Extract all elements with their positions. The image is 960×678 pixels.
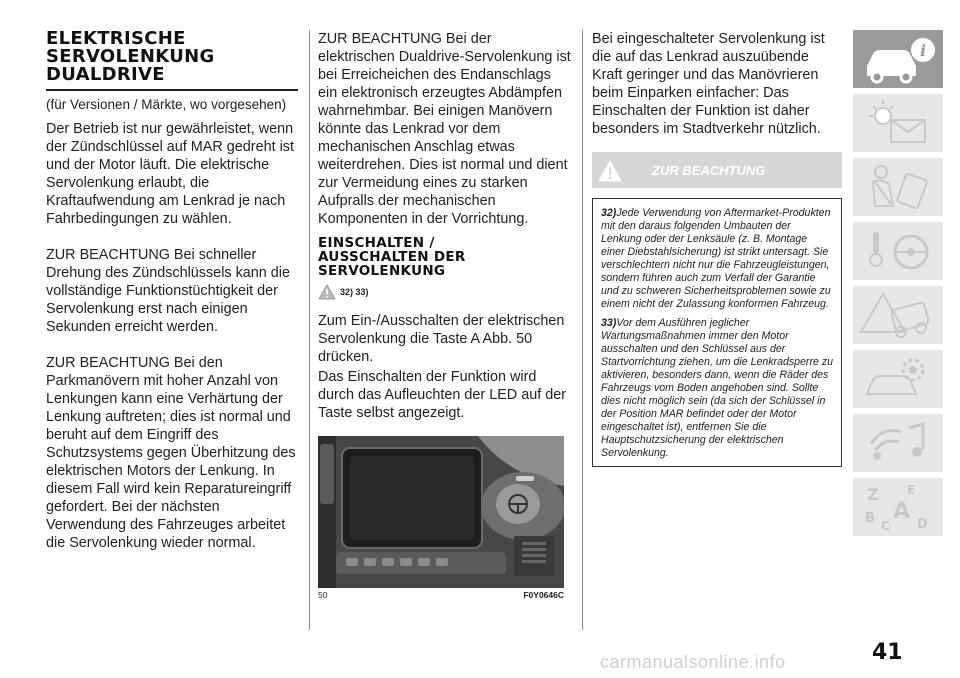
note-item: 33)Vor dem Ausführen jeglicher Wartungsmaßnahmen immer den Motor ausschalten und den Schlüssel aus der Startvorrichtung ziehen, um die Lenkradsperre zu aktivieren, besonders dann, wenn die Räder des Fahrzeugs vom Boden angehoben sind. Sollte dies nicht möglich sein (da sich der Schlüssel in der Position MAR befindet oder der Motor eingeschaltet ist), entfernen Sie die Hauptschutzsicherung der elektrischen Servolenkung. xyxy=(601,317,834,459)
paragraph: Bei eingeschalteter Servolenkung ist die auf das Lenkrad auszuübende Kraft geringer und das Manövrieren beim Einparken einfacher: Das Einschalten der Funktion ist daher besonders im Stadtverkehr nützlich. xyxy=(592,31,825,137)
tab-dashboard-lights[interactable] xyxy=(853,94,943,152)
figure-dashboard-photo xyxy=(318,436,564,588)
watermark: carmanualsonline.info xyxy=(600,652,786,672)
warning-title: ZUR BEACHTUNG xyxy=(652,162,766,178)
svg-text:Z: Z xyxy=(867,485,879,504)
warning-reference xyxy=(318,284,572,300)
tab-emergency[interactable] xyxy=(853,286,943,344)
car-info-icon xyxy=(853,30,943,88)
index-icon xyxy=(853,478,943,536)
warning-header xyxy=(592,152,842,188)
warning-triangle-icon xyxy=(598,160,622,182)
dashboard-lights-icon xyxy=(853,94,943,152)
tab-multimedia[interactable] xyxy=(853,414,943,472)
subsection-title: EINSCHALTEN / AUSSCHALTEN DER SERVOLENKUNG xyxy=(318,235,466,279)
figure-caption xyxy=(318,590,564,600)
paragraph: Zum Ein-/Ausschalten der elektrischen Servolenkung die Taste A Abb. 50 drücken. xyxy=(318,313,565,365)
svg-text:C: C xyxy=(881,519,890,533)
warning-refs: 32) 33) xyxy=(340,287,369,297)
tab-safety[interactable] xyxy=(853,158,943,216)
paragraph: Der Betrieb ist nur gewährleistet, wenn der Zündschlüssel auf MAR gedreht ist und der Motor läuft. Die elektrische Servolenkung erlaubt, die Kraftaufwendung am Lenkrad je nach Fahrbedingungen zu wählen. xyxy=(46,121,294,227)
column-divider xyxy=(582,30,583,630)
svg-text:E: E xyxy=(907,483,916,497)
svg-text:D: D xyxy=(917,517,928,532)
emergency-icon xyxy=(853,286,943,344)
section-subtitle: (für Versionen / Märkte, wo vorgesehen) xyxy=(46,97,287,112)
maintenance-icon xyxy=(853,350,943,408)
column-1 xyxy=(46,30,298,570)
svg-text:A: A xyxy=(893,499,911,524)
tab-maintenance[interactable] xyxy=(853,350,943,408)
column-divider xyxy=(309,30,310,630)
svg-text:i: i xyxy=(919,41,927,60)
title-rule xyxy=(46,89,298,91)
chapter-sidebar xyxy=(853,30,943,542)
figure-number: 50 xyxy=(318,590,328,600)
warning-triangle-icon xyxy=(318,284,336,300)
multimedia-icon xyxy=(853,414,943,472)
section-title: ELEKTRISCHE SERVOLENKUNG DUALDRIVE xyxy=(46,28,215,85)
paragraph: Das Einschalten der Funktion wird durch das Aufleuchten der LED auf der Taste selbst angezeigt. xyxy=(318,369,566,421)
paragraph: ZUR BEACHTUNG Bei schneller Drehung des Zündschlüssels kann die vollständige Funktionstüchtigkeit der Servolenkung erst nach einigen Sekunden erreicht werden. xyxy=(46,247,290,335)
tab-index[interactable] xyxy=(853,478,943,536)
tab-starting-driving[interactable] xyxy=(853,222,943,280)
page-number: 41 xyxy=(872,640,903,665)
paragraph: ZUR BEACHTUNG Bei den Parkmanövern mit hoher Anzahl von Lenkungen kann eine Verhärtung der Lenkung auftreten; dies ist normal und beruht auf dem Eingriff des Schutzsystems gegen Überhitzung des elektrischen Motors der Lenkung. In diesem Fall wird kein Reparatureingriff gefordert. Bei der nächsten Verwendung des Fahrzeuges arbeitet die Servolenkung wieder normal. xyxy=(46,355,296,551)
safety-icon xyxy=(853,158,943,216)
tab-car-info[interactable] xyxy=(853,30,943,88)
warning-notes xyxy=(592,198,842,467)
svg-text:B: B xyxy=(865,511,875,526)
column-3 xyxy=(592,30,842,467)
paragraph: ZUR BEACHTUNG Bei der elektrischen Dualdrive-Servolenkung ist bei Erreicheichen des Endanschlags ein elektronisch erzeugtes Abdämpfen wahrnehmbar. Bei einigen Manövern könnte das Lenkrad vor dem mechanischen Anschlag etwas weiterdrehen. Dies ist normal und dient zur Vermeidung eines zu starken Aufpralls der mechanischen Komponenten in der Vorrichtung. xyxy=(318,31,571,227)
dashboard-illustration xyxy=(318,436,564,588)
figure-code: F0Y0646C xyxy=(523,590,564,600)
note-item: 32)Jede Verwendung von Aftermarket-Produkten mit den daraus folgenden Umbauten der Lenkung oder der Lenksäule (z. B. Montage einer Diebstahlsicherung) ist strikt untersagt. Sie verschlechtern nicht nur die Fahrzeugleistungen, sondern führen auch zum Verfall der Garantie und zu schweren Sicherheitsproblemen sowie zu einem nicht der Zulassung konformen Fahrzeug. xyxy=(601,207,831,310)
column-2 xyxy=(318,30,572,600)
steering-key-icon xyxy=(853,222,943,280)
